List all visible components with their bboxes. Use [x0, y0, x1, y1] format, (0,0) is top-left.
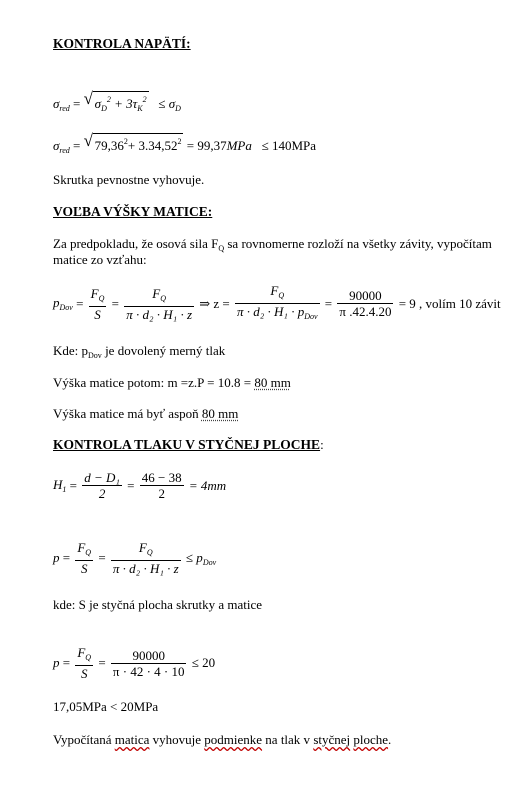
equation-p-formula: p = $\frac{F_Q}{S}$ = $\frac{F_Q}{\text{π · d₂ · H₁ · z}}$ ≤ $p_{Dov}$	[53, 540, 217, 576]
equation-h1: $H_1$ = $\frac{\text{d − D₁}}{2}$ = $\frac{46 - 38}{2}$ = 4mm	[53, 470, 227, 501]
equation-sigma-red-numeric: $\sigma_{red}$ = √ $79,36^2+ 3.34,52^2 = 99,37MPa$ ≤ 140MPa	[53, 131, 317, 155]
paragraph-predpoklad-line1: Za predpokladu, že osová sila $F_Q$ sa rovnomerne rozloží na všetky závity, vypočítam	[53, 236, 492, 253]
heading-kontrola-napati: KONTROLA NAPÄTÍ:	[53, 36, 191, 51]
heading-kontrola-tlaku: KONTROLA TLAKU V STYČNEJ PLOCHE:	[53, 437, 324, 452]
kde-p-dov: Kde: $p_{Dov}$ je dovolený merný tlak	[53, 343, 226, 360]
equation-p-numeric: p = $\frac{F_Q}{S}$ = $\frac{90000}{\pi \cdot 42 \cdot 4 \cdot 10}$ ≤ 20	[53, 645, 216, 681]
vyska-matice-line: Výška matice potom: m =z.P = 10.8 = 80 mm	[53, 375, 291, 390]
conclusion-pevnost: Skrutka pevnostne vyhovuje.	[53, 172, 205, 187]
kde-s-plocha: kde: S je styčná plocha skrutky a matice	[53, 597, 263, 612]
equation-p-dov: $p_{Dov}$ = $\frac{F_Q}{S}$ = $\frac{F_Q}{\text{π · d₂ · H₁ · z}}$ ⇒ z = $\frac{F_Q}{\pi \cdot d_2 \cdot H_1 \cdot p_{Dov}}$ = $\frac{90000}{\pi .42.4.20}$ = 9 , volím 10 závit	[53, 283, 501, 322]
heading-volba-vysky: VOĽBA VÝŠKY MATICE:	[53, 204, 213, 219]
conclusion-tlak: Vypočítaná matica vyhovuje podmienke na tlak v styčnej ploche.	[53, 732, 392, 747]
result-line: 17,05MPa < 20MPa	[53, 699, 159, 714]
paragraph-predpoklad-line2: matice zo vzťahu:	[53, 252, 147, 267]
vyska-aspon-line: Výška matice má byť aspoň 80 mm	[53, 406, 239, 421]
equation-sigma-red-formula: $\sigma_{red}$ = √ $\sigma_D^2 + 3\tau_K^2$ ≤ $\sigma_D$	[53, 91, 181, 117]
